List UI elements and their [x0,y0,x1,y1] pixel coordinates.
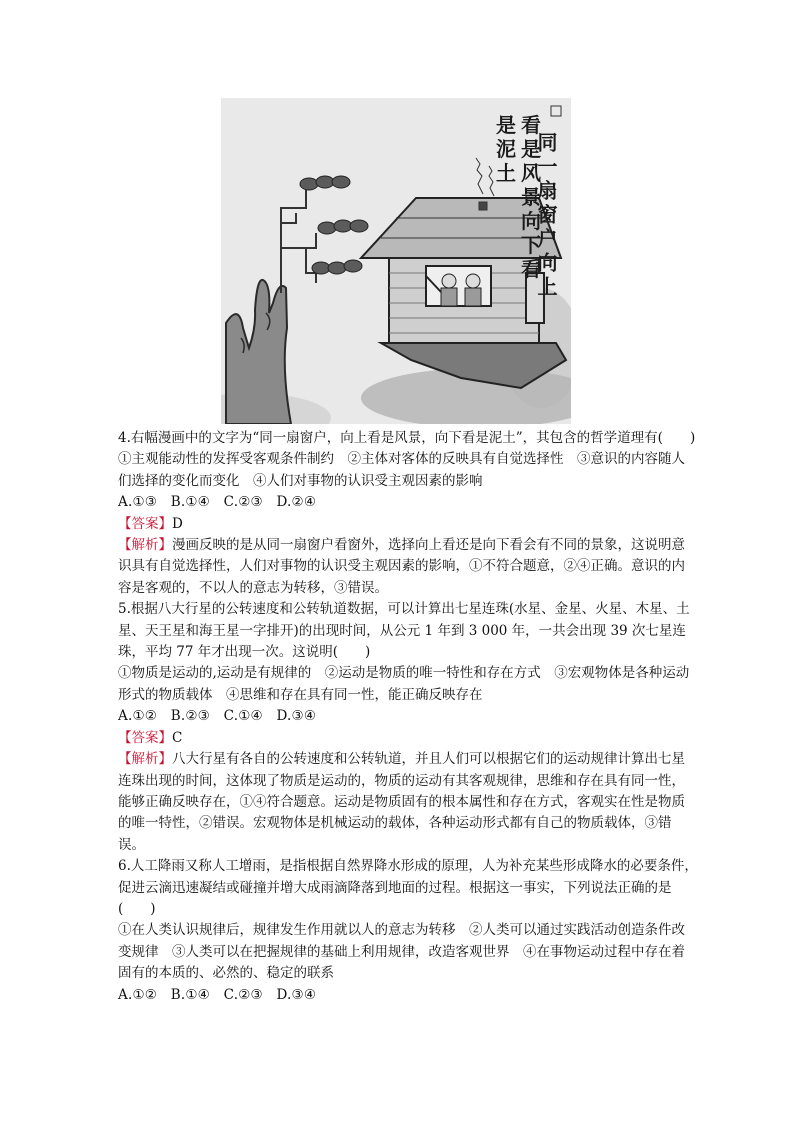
question-6 [118,856,698,1006]
question-options: A.①③ B.①④ C.②③ D.②④ [118,494,317,511]
question-statements: ①主观能动性的发挥受客观条件制约 ②主体对客体的反映具有自觉选择性 ③意识的内容随人们选择的变化而变化 ④人们对事物的认识受主观因素的影响 [118,451,685,489]
question-options: A.①② B.②③ C.①④ D.③④ [118,708,317,725]
caption-column-2: 看是风景向下看 [521,113,541,281]
analysis-label: 【解析】 [118,537,172,554]
question-stem: 6.人工降雨又称人工增雨，是指根据自然界降水形成的原理，人为补充某些形成降水的必要条件，促进云滴迅速凝结或碰撞并增大成雨滴降落到地面的过程。根据这一事实，下列说法正确的是( ) [118,858,698,917]
question-5 [118,599,698,856]
answer-label: 【答案】 [118,515,172,532]
question-stem: 5.根据八大行星的公转速度和公转轨道数据，可以计算出七星连珠(水星、金星、火星、木星、土星、天王星和海王星一字排开)的出现时间，从公元 1 年到 3 000 年，一共会出现 39 次七星连珠，平均 77 年才出现一次。这说明( ) [118,601,690,661]
analysis-line [118,749,698,856]
analysis-text: 漫画反映的是从同一扇窗户看窗外，选择向上看还是向下看会有不同的景象，这说明意识具有自觉选择性，人们对事物的认识受主观因素的影响，①不符合题意，②④正确。意识的内容是客观的，不以人的意志为转移，③错误。 [118,537,685,596]
answer-value: C [172,729,183,746]
answer-label: 【答案】 [118,729,172,746]
question-statements: ①在人类认识规律后，规律发生作用就以人的意志为转移 ②人类可以通过实践活动创造条件改变规律 ③人类可以在把握规律的基础上利用规律，改造客观世界 ④在事物运动过程中存在着固有的本质的、必然的、稳定的联系 [118,922,685,982]
caption-column-1: 同一扇窗户向上 [534,132,558,296]
answer-line [118,514,698,535]
question-4 [118,428,698,599]
cartoon-illustration [221,98,571,424]
question-stem: 4.右幅漫画中的文字为“同一扇窗户，向上看是风景，向下看是泥土”，其包含的哲学道理有( ) [118,430,696,446]
analysis-line [118,535,698,599]
question-statements: ①物质是运动的,运动是有规律的 ②运动是物质的唯一特性和存在方式 ③宏观物体是各种运动形式的物质载体 ④思维和存在具有同一性，能正确反映存在 [118,665,690,703]
answer-value: D [172,515,183,532]
caption-column-3: 是泥土 [496,113,516,185]
answer-line [118,728,698,749]
question-options: A.①② B.①④ C.②③ D.③④ [118,986,317,1003]
question-content [118,428,698,1006]
analysis-text: 八大行星有各自的公转速度和公转轨道，并且人们可以根据它们的运动规律计算出七星连珠出现的时间，这体现了物质是运动的，物质的运动有其客观规律，思维和存在具有同一性，能够正确反映存在，①④符合题意。运动是物质固有的根本属性和存在方式，客观实在性是物质的唯一特性，②错误。宏观物体是机械运动的载体，各种运动形式都有自己的物质载体，③错误。 [118,751,685,853]
analysis-label: 【解析】 [118,751,172,768]
